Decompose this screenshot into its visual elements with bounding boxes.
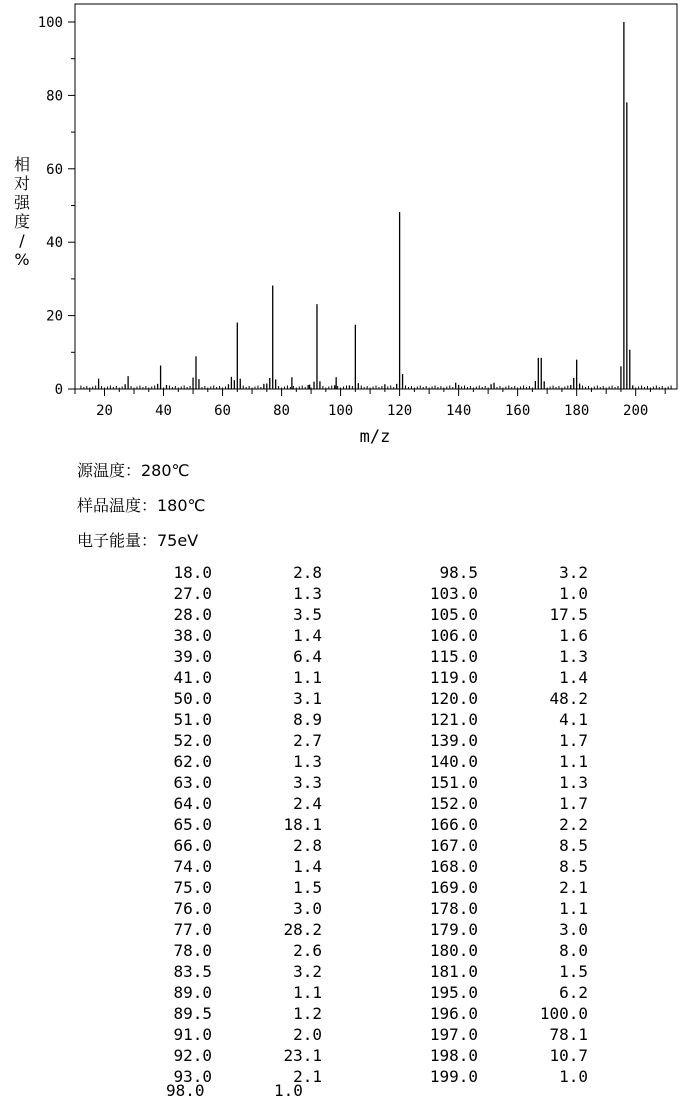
peak-mz: 51.0	[173, 710, 212, 729]
peak-mz: 98.5	[439, 563, 478, 582]
x-tick-label: 100	[327, 403, 354, 419]
peak-intensity: 1.4	[559, 668, 588, 687]
table-row	[100, 709, 322, 730]
y-tick-label: 20	[46, 308, 63, 325]
peak-mz: 66.0	[173, 836, 212, 855]
peak-intensity: 8.5	[559, 857, 588, 876]
peak-mz: 65.0	[173, 815, 212, 834]
table-row	[366, 667, 588, 688]
peak-table-right	[366, 562, 588, 1087]
x-axis-label: m/z	[359, 427, 391, 447]
table-row	[366, 688, 588, 709]
table-row	[100, 646, 322, 667]
sample-temperature-text: 样品温度：180℃	[77, 496, 206, 515]
peak-intensity: 3.2	[559, 563, 588, 582]
table-row	[100, 1003, 322, 1024]
peak-intensity: 2.8	[293, 836, 322, 855]
peak-intensity: 1.7	[559, 794, 588, 813]
x-tick-label: 140	[445, 403, 472, 419]
table-row	[366, 856, 588, 877]
peak-intensity: 4.1	[559, 710, 588, 729]
mass-spectrum-chart	[0, 0, 680, 450]
x-tick-label: 80	[273, 403, 290, 419]
plot-border	[75, 4, 677, 389]
peak-mz: 197.0	[429, 1025, 478, 1044]
table-row	[100, 562, 322, 583]
peak-intensity: 1.3	[559, 647, 588, 666]
x-tick-label: 160	[504, 403, 531, 419]
table-row	[366, 961, 588, 982]
table-row	[366, 877, 588, 898]
peak-intensity: 6.2	[559, 983, 588, 1002]
y-axis-label	[14, 155, 31, 269]
peak-intensity: 1.5	[559, 962, 588, 981]
table-row	[366, 898, 588, 919]
peak-mz: 93.0	[173, 1067, 212, 1086]
background-noise-bars	[81, 386, 671, 390]
y-tick-label: 0	[54, 382, 63, 398]
peak-mz: 106.0	[429, 626, 478, 645]
table-row	[100, 730, 322, 751]
table-row	[366, 940, 588, 961]
sample-temperature	[77, 493, 206, 516]
table-row	[366, 835, 588, 856]
peak-mz: 198.0	[429, 1046, 478, 1065]
peak-mz: 74.0	[173, 857, 212, 876]
peak-table-left	[100, 562, 322, 1087]
peak-mz: 151.0	[429, 773, 478, 792]
peak-mz: 89.0	[173, 983, 212, 1002]
peak-intensity: 100.0	[539, 1004, 588, 1023]
peak-mz: 83.5	[173, 962, 212, 981]
table-row	[366, 562, 588, 583]
y-axis-label-char: 度	[13, 212, 31, 231]
peak-mz: 28.0	[173, 605, 212, 624]
source-temperature-text: 源温度：280℃	[77, 461, 190, 480]
peak-mz: 92.0	[173, 1046, 212, 1065]
peak-mz: 89.5	[173, 1004, 212, 1023]
table-row	[366, 604, 588, 625]
peak-intensity: 1.3	[293, 584, 322, 603]
peak-bars	[99, 22, 633, 389]
table-row	[100, 814, 322, 835]
peak-intensity: 3.1	[293, 689, 322, 708]
peak-mz: 196.0	[429, 1004, 478, 1023]
plot-frame	[75, 4, 677, 389]
peak-intensity: 1.0	[559, 1067, 588, 1086]
peak-intensity: 1.0	[274, 1081, 303, 1100]
x-tick-label: 200	[623, 403, 649, 419]
peak-intensity: 2.1	[559, 878, 588, 897]
peak-mz: 18.0	[173, 563, 212, 582]
peak-mz: 91.0	[173, 1025, 212, 1044]
peak-intensity: 1.5	[293, 878, 322, 897]
table-row	[366, 793, 588, 814]
peak-mz: 98.0	[166, 1081, 205, 1100]
peak-intensity: 28.2	[283, 920, 322, 939]
peak-intensity: 3.5	[293, 605, 322, 624]
peak-intensity: 18.1	[283, 815, 322, 834]
y-tick-label: 100	[37, 15, 63, 31]
peak-intensity: 1.1	[293, 668, 322, 687]
peak-mz: 169.0	[429, 878, 478, 897]
peak-mz: 27.0	[173, 584, 212, 603]
peak-mz: 76.0	[173, 899, 212, 918]
peak-intensity: 1.3	[559, 773, 588, 792]
peak-mz: 166.0	[429, 815, 478, 834]
y-axis-ticks	[38, 15, 75, 398]
table-row	[100, 772, 322, 793]
peak-mz: 63.0	[173, 773, 212, 792]
table-row	[366, 1024, 588, 1045]
peak-intensity: 3.0	[559, 920, 588, 939]
peak-intensity: 1.2	[293, 1004, 322, 1023]
x-tick-label: 120	[386, 403, 413, 419]
peak-intensity: 48.2	[549, 689, 588, 708]
x-tick-label: 180	[564, 403, 590, 419]
peak-mz: 52.0	[173, 731, 212, 750]
peak-intensity: 2.4	[293, 794, 322, 813]
table-row	[366, 814, 588, 835]
peak-intensity: 23.1	[283, 1046, 322, 1065]
peak-mz: 78.0	[173, 941, 212, 960]
peak-intensity: 8.0	[559, 941, 588, 960]
electron-energy	[77, 528, 198, 551]
peak-mz: 75.0	[173, 878, 212, 897]
table-row	[100, 877, 322, 898]
y-tick-label: 60	[46, 161, 63, 178]
table-row	[100, 919, 322, 940]
x-tick-label: 60	[214, 403, 231, 419]
peak-mz: 181.0	[429, 962, 478, 981]
table-row	[366, 730, 588, 751]
peak-intensity: 10.7	[549, 1046, 588, 1065]
peak-intensity: 2.6	[293, 941, 322, 960]
peak-mz: 103.0	[429, 584, 478, 603]
peak-mz: 179.0	[429, 920, 478, 939]
peak-intensity: 2.8	[293, 563, 322, 582]
table-row	[100, 961, 322, 982]
table-row	[366, 919, 588, 940]
table-row	[366, 709, 588, 730]
peak-intensity: 1.0	[559, 584, 588, 603]
peak-mz: 62.0	[173, 752, 212, 771]
table-row	[366, 1045, 588, 1066]
peak-mz: 167.0	[429, 836, 478, 855]
peak-mz: 180.0	[429, 941, 478, 960]
table-row	[100, 940, 322, 961]
peak-mz: 121.0	[429, 710, 478, 729]
peak-intensity: 1.1	[559, 899, 588, 918]
peak-intensity: 2.1	[293, 1067, 322, 1086]
peak-intensity: 3.0	[293, 899, 322, 918]
peak-intensity: 1.1	[293, 983, 322, 1002]
peak-table-last-row	[166, 1083, 326, 1101]
table-row	[366, 646, 588, 667]
table-row	[100, 835, 322, 856]
x-axis-ticks	[75, 389, 665, 419]
peak-mz: 115.0	[429, 647, 478, 666]
peak-intensity: 2.0	[293, 1025, 322, 1044]
peak-intensity: 2.2	[559, 815, 588, 834]
peak-intensity: 1.1	[559, 752, 588, 771]
table-row	[100, 604, 322, 625]
table-row	[100, 688, 322, 709]
table-row	[100, 667, 322, 688]
peak-mz: 38.0	[173, 626, 212, 645]
peak-intensity: 1.4	[293, 857, 322, 876]
peak-mz: 152.0	[429, 794, 478, 813]
table-row	[100, 625, 322, 646]
peak-mz: 105.0	[429, 605, 478, 624]
peak-intensity: 1.7	[559, 731, 588, 750]
table-row	[366, 751, 588, 772]
peak-intensity: 8.9	[293, 710, 322, 729]
peak-mz: 119.0	[429, 668, 478, 687]
source-temperature	[77, 458, 190, 481]
peak-mz: 139.0	[429, 731, 478, 750]
table-row	[366, 982, 588, 1003]
table-row	[100, 856, 322, 877]
peak-intensity: 6.4	[293, 647, 322, 666]
table-row	[366, 625, 588, 646]
peak-mz: 168.0	[429, 857, 478, 876]
table-row	[100, 583, 322, 604]
y-axis-label-char: %	[14, 250, 30, 269]
peak-mz: 199.0	[429, 1067, 478, 1086]
peak-mz: 77.0	[173, 920, 212, 939]
peak-mz: 140.0	[429, 752, 478, 771]
table-row	[366, 583, 588, 604]
x-tick-label: 20	[96, 403, 113, 419]
peak-mz: 120.0	[429, 689, 478, 708]
peak-intensity: 3.2	[293, 962, 322, 981]
table-row	[100, 751, 322, 772]
peak-mz: 50.0	[173, 689, 212, 708]
table-row	[366, 772, 588, 793]
table-row	[100, 1045, 322, 1066]
y-axis-label-char: 强	[13, 193, 31, 212]
x-tick-label: 40	[155, 403, 172, 419]
peak-intensity: 1.6	[559, 626, 588, 645]
peak-mz: 64.0	[173, 794, 212, 813]
table-row	[100, 898, 322, 919]
peak-intensity: 1.3	[293, 752, 322, 771]
table-row	[100, 1024, 322, 1045]
peak-intensity: 78.1	[549, 1025, 588, 1044]
peak-intensity: 17.5	[549, 605, 588, 624]
peak-intensity: 8.5	[559, 836, 588, 855]
y-tick-label: 40	[46, 235, 63, 252]
electron-energy-text: 电子能量：75eV	[77, 531, 199, 550]
peak-mz: 41.0	[173, 668, 212, 687]
y-axis-label-char: /	[19, 231, 25, 250]
y-axis-label-char: 相	[13, 155, 31, 174]
peak-intensity: 2.7	[293, 731, 322, 750]
peak-mz: 178.0	[429, 899, 478, 918]
y-axis-label-char: 对	[13, 174, 31, 193]
peak-intensity: 3.3	[293, 773, 322, 792]
table-row	[100, 793, 322, 814]
peak-mz: 39.0	[173, 647, 212, 666]
table-row	[366, 1066, 588, 1087]
peak-intensity: 1.4	[293, 626, 322, 645]
table-row	[100, 982, 322, 1003]
peak-mz: 195.0	[429, 983, 478, 1002]
table-row	[366, 1003, 588, 1024]
y-tick-label: 80	[46, 88, 63, 105]
